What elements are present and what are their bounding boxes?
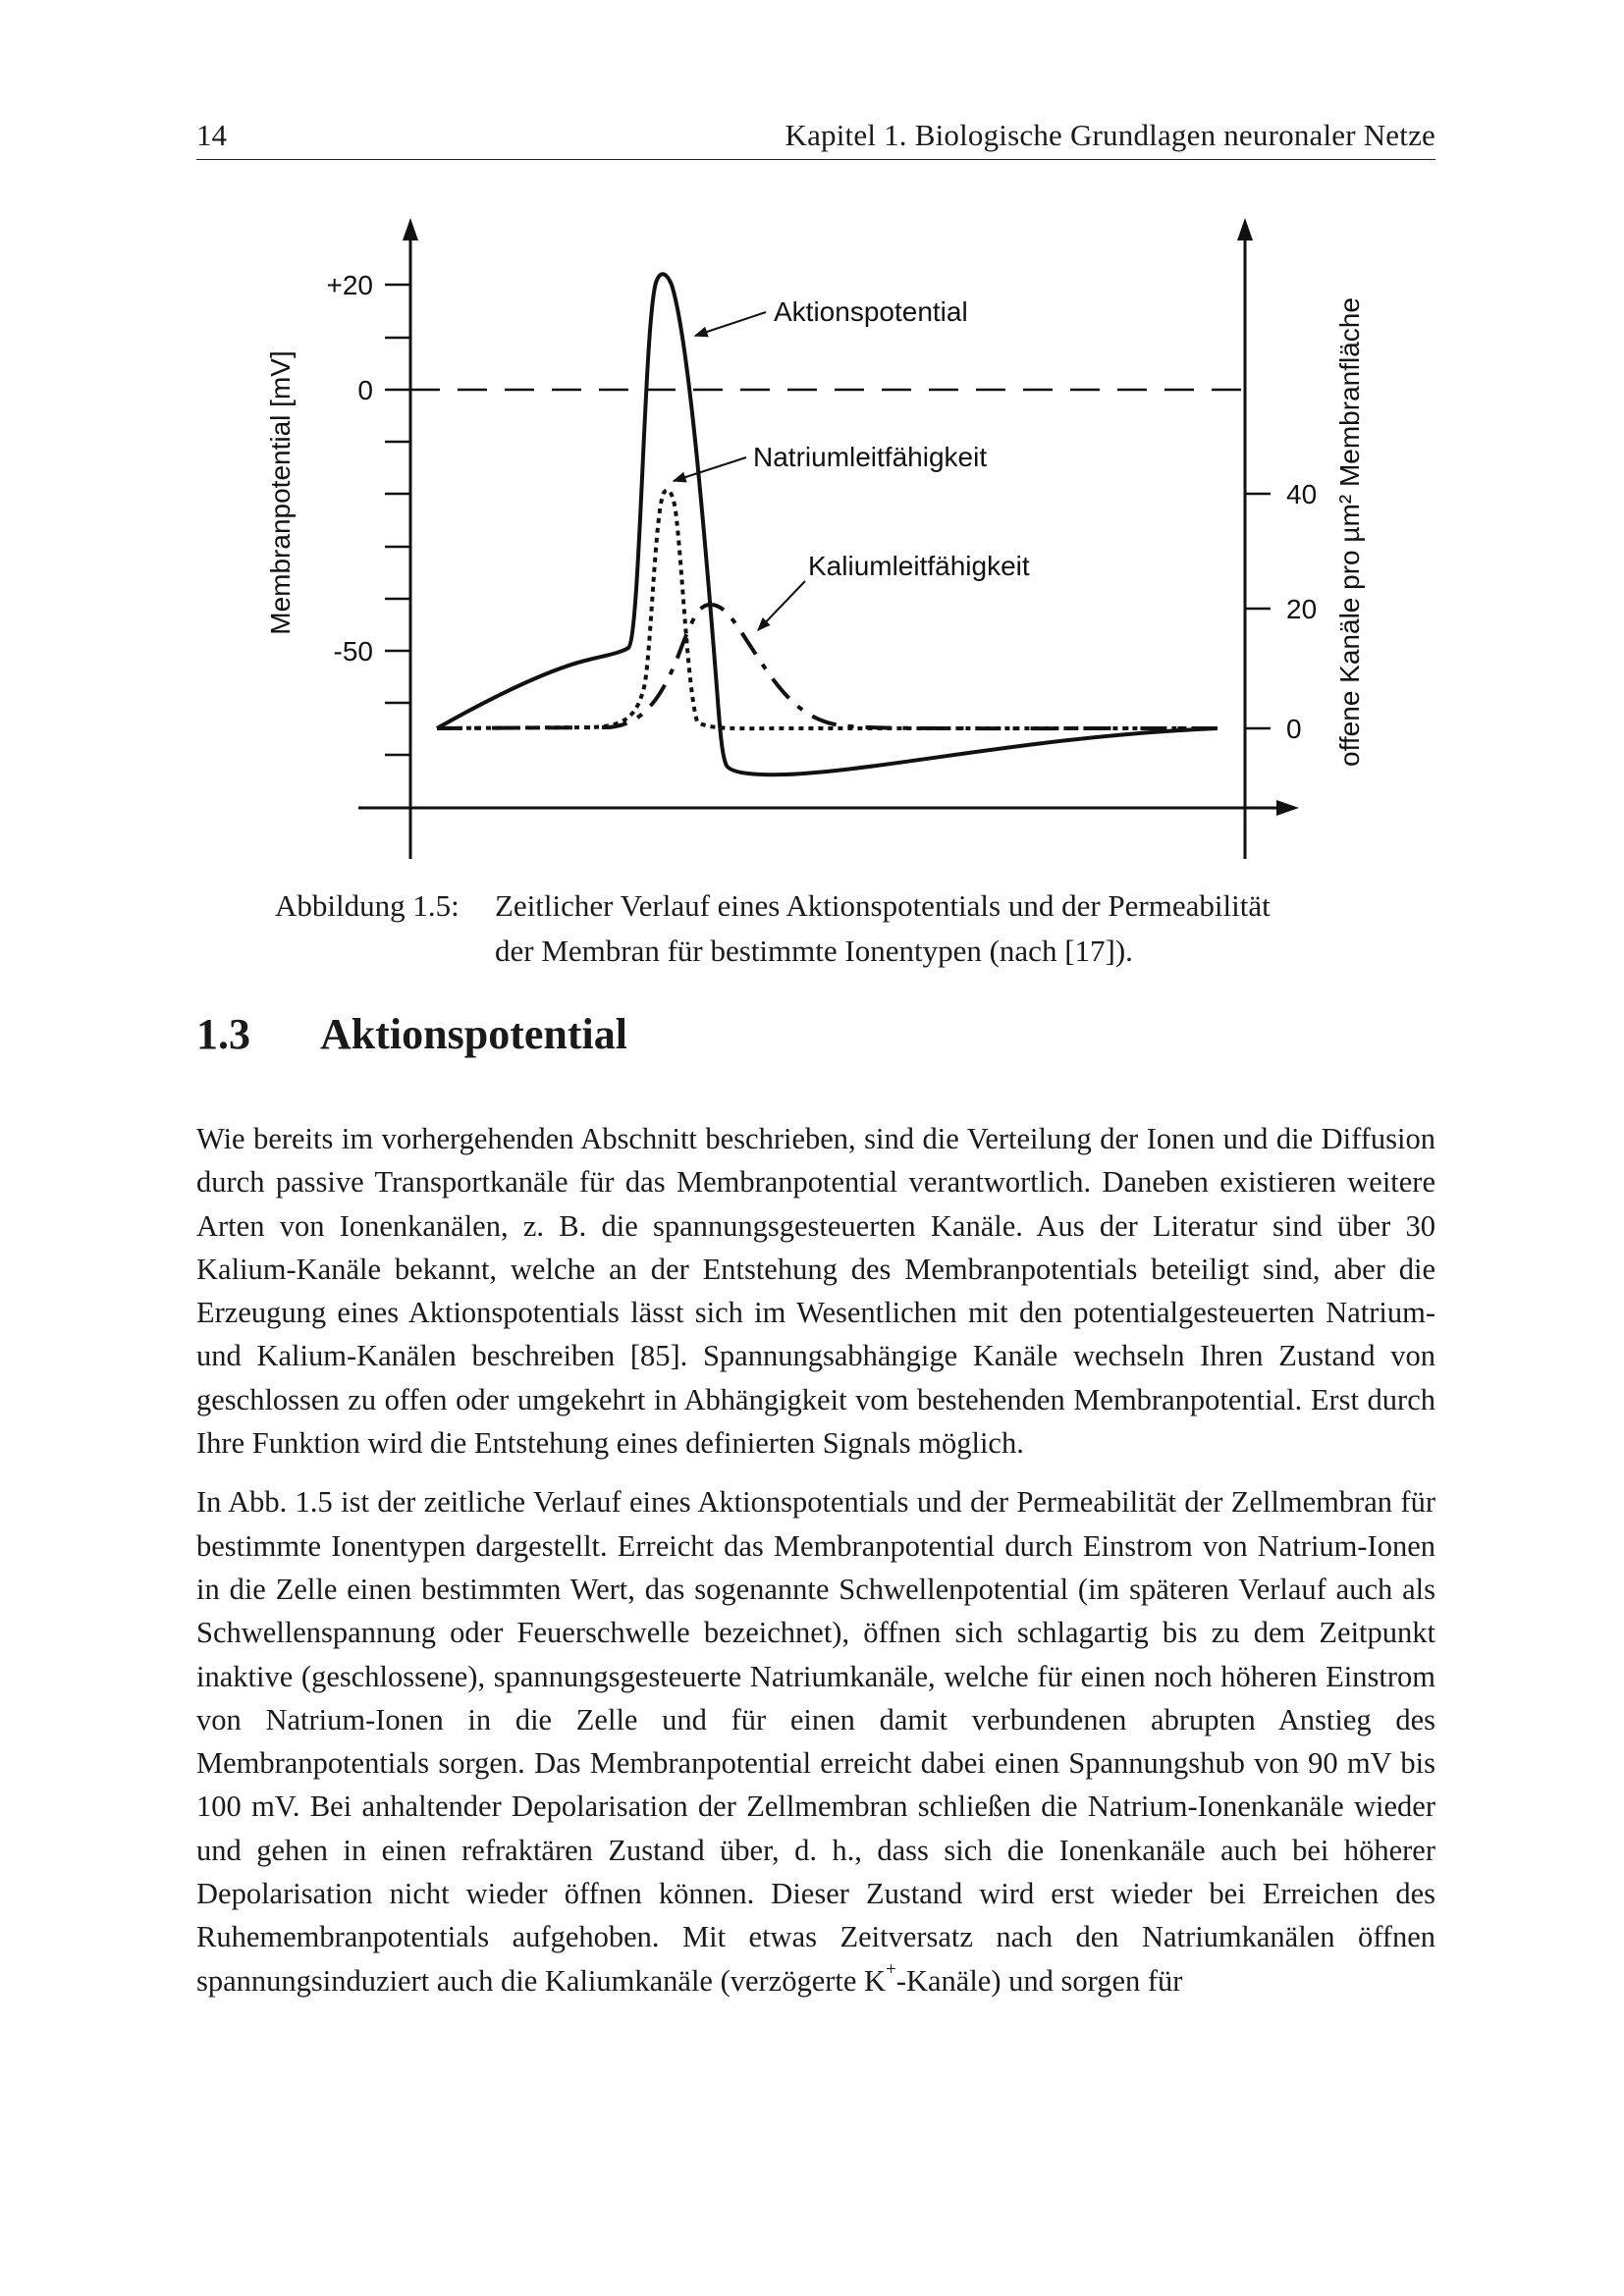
chapter-title: Kapitel 1. Biologische Grundlagen neuronaler Netze [785,118,1435,152]
caption-line-2: der Membran für bestimmte Ionentypen (nach [17]). [495,934,1133,968]
aktion-pointer [695,312,766,336]
left-tick-marks [385,285,410,755]
left-tick-label-minus50: -50 [333,636,373,667]
action-potential-curve [437,274,1218,774]
right-tick-label-0: 0 [1286,714,1302,744]
paragraph-2-end: -Kanäle) und sorgen für [895,1963,1183,1998]
sodium-conductance-curve [437,490,1218,728]
kalium-pointer [758,581,805,630]
left-tick-label-plus20: +20 [326,270,373,300]
right-tick-label-40: 40 [1286,479,1318,509]
paragraph-1: Wie bereits im vorhergehenden Abschnitt beschrieben, sind die Verteilung der Ionen und die Diffusion durch passive Transportkanäle für das Membranpotential verantwortlich. Daneben existieren weitere Arten von Ionenkanälen, z. B. die spannungsgesteuerten Kanäle. Aus der Literatur sind über 30 Kalium-Kanäle bekannt, welche an der Entstehung des Membranpotentials beteiligt sind, aber die Erzeugung eines Aktionspotentials lässt sich im Wesentlichen mit den potentialgesteuerten Natrium- und Kalium-Kanälen beschreiben [85]. Spannungsabhängige Kanäle wechseln Ihren Zustand von geschlossen zu offen oder umgekehrt in Abhängigkeit vom bestehenden Membranpotential. Erst durch Ihre Funktion wird die Entstehung eines definierten Signals möglich. [196,1122,1435,1461]
right-axis-title: offene Kanäle pro µm² Membranfläche [1334,297,1365,767]
kalium-annotation: Kaliumleitfähigkeit [808,551,1030,581]
page-number: 14 [196,118,227,152]
caption-line-1: Zeitlicher Verlauf eines Aktionspotentials und der Permeabilität [495,888,1271,923]
caption-text [495,883,1339,974]
caption-label: Abbildung 1.5: [275,888,460,923]
superscript-plus: + [886,1959,896,1981]
right-tick-label-20: 20 [1286,594,1318,624]
left-tick-label-0: 0 [357,375,373,405]
potassium-conductance-curve [437,605,1218,728]
right-tick-marks [1245,494,1271,728]
body-text [196,1117,1435,2018]
right-axis-arrowhead [1237,218,1253,240]
section-title: Aktionspotential [320,1010,627,1058]
aktion-annotation: Aktionspotential [774,296,968,327]
left-axis-title: Membranpotential [mV] [265,350,296,635]
natrium-pointer [674,457,746,481]
paragraph-2-main: In Abb. 1.5 ist der zeitliche Verlauf eines Aktionspotentials und der Permeabilität der Zellmembran für bestimmte Ionentypen dargestellt. Erreicht das Membranpotential durch Einstrom von Natrium-Ionen in die Zelle einen bestimmten Wert, das sogenannte Schwellenpotential (im späteren Verlauf auch als Schwellenspannung oder Feuerschwelle bezeichnet), öffnen sich schlagartig bis zu dem Zeitpunkt inaktive (geschlossene), spannungsgesteuerte Natriumkanäle, welche für einen noch höheren Einstrom von Natrium-Ionen in die Zelle und für einen damit verbundenen abrupten Anstieg des Membranpotentials sorgen. Das Membranpotential erreicht dabei einen Spannungshub von 90 mV bis 100 mV. Bei anhaltender Depolarisation der Zellmembran schließen die Natrium-Ionenkanäle wieder und gehen in einen refraktären Zustand über, d. h., dass sich die Ionenkanäle auch bei höherer Depolarisation nicht wieder öffnen können. Dieser Zustand wird erst wieder bei Erreichen des Ruhemembranpotentials aufgehoben. Mit etwas Zeitversatz nach den Natriumkanälen öffnen spannungsinduziert auch die Kaliumkanäle (verzögerte K [196,1485,1435,1998]
paragraph-2 [196,1480,1435,2002]
left-axis-arrowhead [403,218,418,240]
time-axis-arrowhead [1276,800,1299,816]
action-potential-figure [0,0,1624,883]
natrium-annotation: Natriumleitfähigkeit [753,442,988,472]
section-heading [196,1009,627,1059]
section-number: 1.3 [196,1010,250,1058]
